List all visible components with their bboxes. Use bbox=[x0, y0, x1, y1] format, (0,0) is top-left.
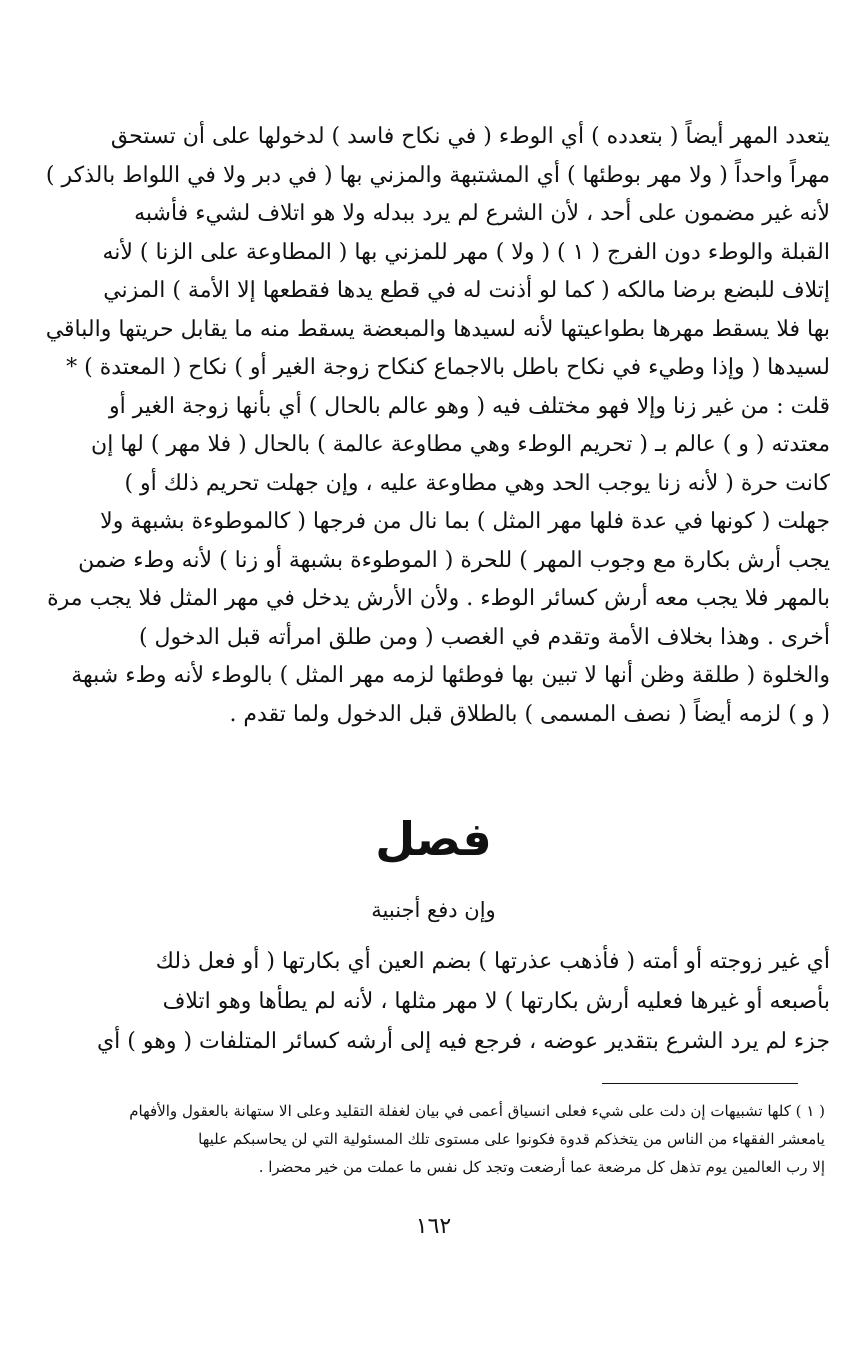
text-line: بها فلا يسقط مهرها بطواعيتها لأنه لسيدها والمبعضة يسقط منه ما يقابل حريتها والباقي bbox=[45, 316, 830, 342]
subheading: وإن دفع أجنبية bbox=[371, 898, 496, 922]
footnote bbox=[55, 1097, 825, 1181]
text-line: والخلوة ( طلقة وظن أنها لا تبين بها فوطئها لزمه مهر المثل ) بالوطء لأنه وطء شبهة bbox=[71, 663, 830, 688]
footnote-separator bbox=[602, 1083, 798, 1084]
text-line: جهلت ( كونها في عدة فلها مهر المثل ) بما نال من فرجها ( كالموطوءة بشبهة ولا bbox=[100, 509, 830, 534]
section-text bbox=[40, 942, 830, 1062]
footnote-line: ( ١ ) كلها تشبيهات إن دلت على شيء فعلى انسياق أعمى في بيان لغفلة التقليد وعلى الا ستهانة بالعقول والأفهام bbox=[129, 1102, 825, 1120]
text-line: جزء لم يرد الشرع بتقدير عوضه ، فرجع فيه إلى أرشه كسائر المتلفات ( وهو ) أي bbox=[96, 1029, 830, 1054]
footnote-line: يامعشر الفقهاء من الناس من يتخذكم قدوة فكونوا على مستوى تلك المسئولية التي لن يحاسبكم عليها bbox=[198, 1130, 825, 1148]
text-line: معتدته ( و ) عالم بـ ( تحريم الوطء وهي مطاوعة عالمة ) بالحال ( فلا مهر ) لها إن bbox=[91, 432, 830, 457]
text-line: مهراً واحداً ( ولا مهر بوطئها ) أي المشتبهة والمزني بها ( في دبر ولا في اللواط بالذكر ) bbox=[45, 162, 830, 188]
text-line: القبلة والوطء دون الفرج ( ١ ) ( ولا ) مهر للمزني بها ( المطاوعة على الزنا ) لأنه bbox=[102, 239, 830, 265]
main-text bbox=[40, 118, 830, 734]
text-line: يجب أرش بكارة مع وجوب المهر ) للحرة ( الموطوءة بشبهة أو زنا ) لأنه وطء ضمن bbox=[78, 547, 830, 573]
footnote-line: إلا رب العالمين يوم تذهل كل مرضعة عما أرضعت وتجد كل نفس ما عملت من خير محضرا . bbox=[258, 1158, 825, 1176]
section-title: فصل bbox=[375, 812, 492, 866]
text-line: إتلاف للبضع برضا مالكه ( كما لو أذنت له في قطع يدها فقطعها إلا الأمة ) المزني bbox=[103, 278, 830, 303]
text-line: لأنه غير مضمون على أحد ، لأن الشرع لم يرد ببدله ولا هو اتلاف لشيء فأشبه bbox=[134, 201, 830, 226]
page-number: ١٦٢ bbox=[415, 1214, 452, 1239]
text-line: بأصبعه أو غيرها فعليه أرش بكارتها ) لا مهر مثلها ، لأنه لم يطأها وهو اتلاف bbox=[162, 989, 830, 1014]
text-line: لسيدها ( وإذا وطيء في نكاح باطل بالاجماع كنكاح زوجة الغير أو ) نكاح ( المعتدة ) * bbox=[66, 355, 830, 380]
text-line: بالمهر فلا يجب معه أرش كسائر الوطء . ولأن الأرش يدخل في مهر المثل فلا يجب مرة bbox=[47, 586, 830, 611]
text-line: أي غير زوجته أو أمته ( فأذهب عذرتها ) بضم العين أي بكارتها ( أو فعل ذلك bbox=[155, 949, 830, 974]
text-line: أخرى . وهذا بخلاف الأمة وتقدم في الغصب ( ومن طلق امرأته قبل الدخول ) bbox=[138, 624, 830, 650]
text-line: يتعدد المهر أيضاً ( بتعدده ) أي الوطء ( في نكاح فاسد ) لدخولها على أن تستحق bbox=[110, 124, 830, 149]
text-line: كانت حرة ( لأنه زنا يوجب الحد وهي مطاوعة عليه ، وإن جهلت تحريم ذلك أو ) bbox=[124, 470, 830, 496]
text-line: قلت : من غير زنا وإلا فهو مختلف فيه ( وهو عالم بالحال ) أي بأنها زوجة الغير أو bbox=[109, 393, 830, 419]
text-line: ( و ) لزمه أيضاً ( نصف المسمى ) بالطلاق قبل الدخول ولما تقدم . bbox=[229, 701, 830, 727]
